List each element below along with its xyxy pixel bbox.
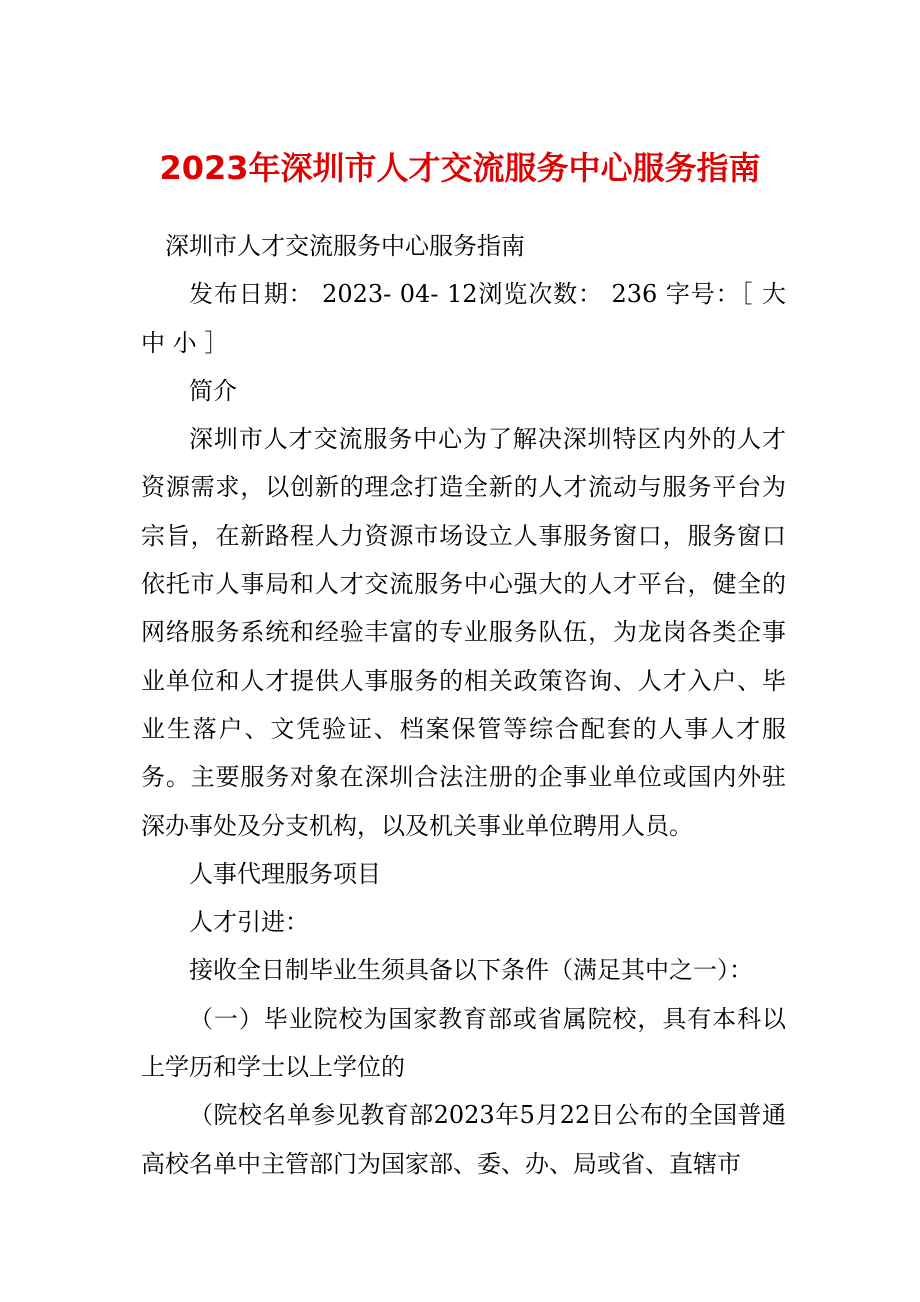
service-items-heading: 人事代理服务项目: [189, 859, 381, 888]
document-title: 2023年深圳市人才交流服务中心服务指南: [159, 149, 761, 187]
subtitle-paragraph: 深圳市人才交流服务中心服务指南: [165, 232, 525, 260]
conditions-paragraph: 接收全日制毕业生须具备以下条件（满足其中之一）：: [189, 956, 753, 985]
talent-introduction-heading: 人才引进：: [189, 908, 309, 937]
condition-one-paragraph: （一）毕业院校为国家教育部或省属院校，具有本科以上学历和学士以上学位的: [141, 1004, 786, 1082]
publish-info-paragraph: 发布日期： 2023- 04- 12浏览次数： 236 字号：［ 大 中 小 ］: [141, 280, 786, 357]
college-list-paragraph: （院校名单参见教育部2023年5月22日公布的全国普通高校名单中主管部门为国家部、委、办、局或省、直辖市: [141, 1101, 786, 1178]
intro-paragraph: 深圳市人才交流服务中心为了解决深圳特区内外的人才资源需求，以创新的理念打造全新的人才流动与服务平台为宗旨，在新路程人力资源市场设立人事服务窗口，服务窗口依托市人事局和人才交流服务中心强大的人才平台，健全的网络服务系统和经验丰富的专业服务队伍，为龙岗各类企事业单位和人才提供人事服务的相关政策咨询、人才入户、毕业生落户、文凭验证、档案保管等综合配套的人事人才服务。主要服务对象在深圳合法注册的企事业单位或国内外驻深办事处及分支机构，以及机关事业单位聘用人员。: [141, 425, 786, 840]
document-body: [141, 222, 786, 1188]
intro-heading: 简介: [189, 376, 237, 405]
